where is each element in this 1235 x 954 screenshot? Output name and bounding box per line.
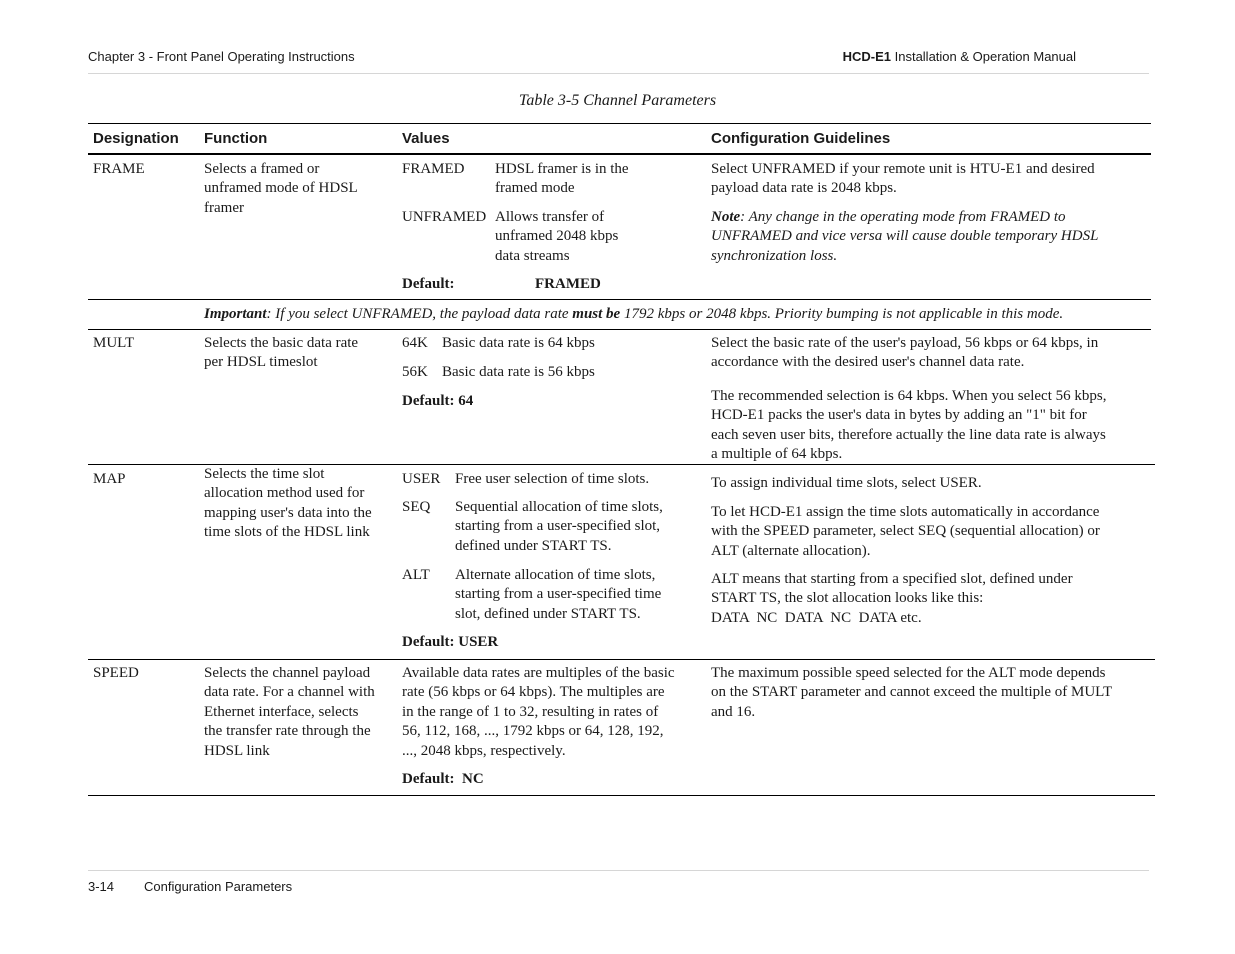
text-line: Ethernet interface, selects [204, 703, 359, 720]
table-header-rule [88, 153, 1151, 155]
function-cell [204, 160, 358, 218]
text-line: To assign individual time slots, select USER. [711, 475, 982, 491]
text-line: with the SPEED parameter, select SEQ (sequential allocation) or [711, 523, 1100, 540]
value-description [455, 566, 661, 624]
text-line: Select UNFRAMED if your remote unit is HTU-E1 and desired [711, 161, 1095, 177]
guideline-text [711, 160, 1095, 199]
text-line: data rate. For a channel with [204, 684, 375, 701]
text-line: 56, 112, 168, ..., 1792 kbps or 64, 128, 192, [402, 723, 664, 740]
text-line: allocation method used for [204, 485, 365, 502]
column-header-designation: Designation [93, 130, 179, 147]
running-header-chapter: Chapter 3 - Front Panel Operating Instructions [88, 49, 355, 64]
function-cell [204, 334, 358, 373]
column-header-values: Values [402, 130, 450, 147]
table-caption: Table 3-5 Channel Parameters [518, 92, 717, 109]
designation-cell: SPEED [93, 665, 139, 681]
text-line: payload data rate is 2048 kbps. [711, 180, 897, 197]
text-line: Selects the basic data rate [204, 335, 359, 351]
text-line: HCD-E1 packs the user's data in bytes by adding an "1" bit for [711, 407, 1087, 424]
note-label: Note [711, 209, 741, 225]
value-description: Basic data rate is 56 kbps [442, 364, 595, 380]
column-header-function: Function [204, 130, 268, 147]
guideline-text [711, 474, 982, 493]
text-line: starting from a user-specified time [455, 586, 662, 603]
value-description [495, 160, 629, 199]
value-key: 56K [402, 364, 428, 380]
running-header-manual [843, 49, 1076, 64]
guideline-text [711, 503, 1100, 561]
value-description [455, 470, 649, 489]
text-line: time slots of the HDSL link [204, 524, 370, 541]
text-line: : Any change in the operating mode from FRAMED to [740, 209, 1066, 225]
text-line: framed mode [495, 180, 575, 197]
text-line: ..., 2048 kbps, respectively. [402, 742, 566, 759]
text-line: Alternate allocation of time slots, [455, 567, 656, 583]
manual-title-rest: Installation & Operation Manual [891, 49, 1076, 64]
important-text: 1792 kbps or 2048 kbps. Priority bumping is not applicable in this mode. [620, 306, 1064, 322]
text-line: defined under START TS. [455, 537, 612, 554]
value-description [495, 208, 618, 266]
table-bottom-rule [88, 795, 1155, 796]
text-line: HDSL framer is in the [495, 161, 629, 177]
value-key: UNFRAMED [402, 209, 487, 225]
default-value: Default: NC [402, 771, 484, 787]
text-line: starting from a user-specified slot, [455, 518, 661, 535]
value-key: USER [402, 471, 441, 487]
text-line: slot, defined under START TS. [455, 605, 641, 622]
text-line: ALT (alternate allocation). [711, 542, 871, 559]
text-line: Free user selection of time slots. [455, 471, 650, 487]
function-cell [204, 465, 372, 543]
guideline-text [711, 664, 1112, 722]
designation-cell: MAP [93, 471, 126, 487]
value-key: 64K [402, 335, 428, 351]
value-description [455, 498, 663, 556]
text-line: To let HCD-E1 assign the time slots automatically in accordance [711, 504, 1100, 520]
text-line: Available data rates are multiples of the basic [402, 665, 675, 681]
designation-cell: FRAME [93, 161, 145, 177]
value-key: ALT [402, 567, 430, 583]
row-divider [88, 329, 1151, 330]
row-divider [88, 299, 1151, 300]
designation-cell: MULT [93, 335, 135, 351]
value-key: FRAMED [402, 161, 465, 177]
text-line: Selects the channel payload [204, 665, 371, 681]
important-text: : If you select UNFRAMED, the payload data rate [266, 306, 573, 322]
text-line: Sequential allocation of time slots, [455, 499, 663, 515]
function-cell [204, 664, 375, 761]
text-line: ALT means that starting from a specified slot, defined under [711, 571, 1073, 587]
text-line: the transfer rate through the [204, 723, 371, 740]
default-value: Default: USER [402, 634, 499, 650]
footer-section-title: Configuration Parameters [144, 879, 293, 894]
text-line: DATA NC DATA NC DATA etc. [711, 609, 922, 626]
text-line: Selects the time slot [204, 466, 325, 482]
important-note [204, 305, 1063, 324]
default-value: FRAMED [535, 276, 601, 292]
text-line: and 16. [711, 703, 756, 720]
important-label: Important [204, 306, 267, 322]
table-top-rule [88, 123, 1151, 124]
text-line: Allows transfer of [495, 209, 605, 225]
text-line: Select the basic rate of the user's payload, 56 kbps or 64 kbps, in [711, 335, 1099, 351]
text-line: synchronization loss. [711, 247, 838, 264]
row-divider [88, 659, 1155, 660]
manual-product-name: HCD-E1 [842, 49, 891, 64]
guideline-text [711, 387, 1106, 465]
text-line: each seven user bits, therefore actually the line data rate is always [711, 426, 1106, 443]
value-description: Basic data rate is 64 kbps [442, 335, 595, 351]
values-cell [402, 664, 675, 761]
header-rule [88, 73, 1149, 74]
text-line: unframed 2048 kbps [495, 228, 619, 245]
value-key: SEQ [402, 499, 431, 515]
guideline-text [711, 334, 1098, 373]
text-line: accordance with the desired user's channel data rate. [711, 354, 1025, 371]
text-line: START TS, the slot allocation looks like this: [711, 590, 984, 607]
text-line: UNFRAMED and vice versa will cause double temporary HDSL [711, 228, 1099, 245]
default-value: Default: 64 [402, 393, 474, 409]
text-line: The recommended selection is 64 kbps. When you select 56 kbps, [711, 388, 1107, 404]
default-label: Default: [402, 276, 455, 292]
important-emphasis: must be [572, 306, 621, 322]
text-line: Selects a framed or [204, 161, 320, 177]
text-line: The maximum possible speed selected for the ALT mode depends [711, 665, 1106, 681]
text-line: data streams [495, 247, 570, 264]
text-line: mapping user's data into the [204, 504, 372, 521]
text-line: unframed mode of HDSL [204, 180, 358, 197]
column-header-guidelines: Configuration Guidelines [711, 130, 891, 147]
page-number: 3-14 [88, 879, 115, 894]
text-line: framer [204, 199, 244, 216]
text-line: on the START parameter and cannot exceed the multiple of MULT [711, 684, 1113, 701]
note-text [711, 208, 1098, 266]
text-line: HDSL link [204, 742, 270, 759]
text-line: a multiple of 64 kbps. [711, 446, 843, 463]
footer-rule [88, 870, 1149, 871]
text-line: in the range of 1 to 32, resulting in rates of [402, 703, 659, 720]
guideline-text [711, 570, 1073, 628]
text-line: rate (56 kbps or 64 kbps). The multiples are [402, 684, 665, 701]
text-line: per HDSL timeslot [204, 354, 318, 371]
